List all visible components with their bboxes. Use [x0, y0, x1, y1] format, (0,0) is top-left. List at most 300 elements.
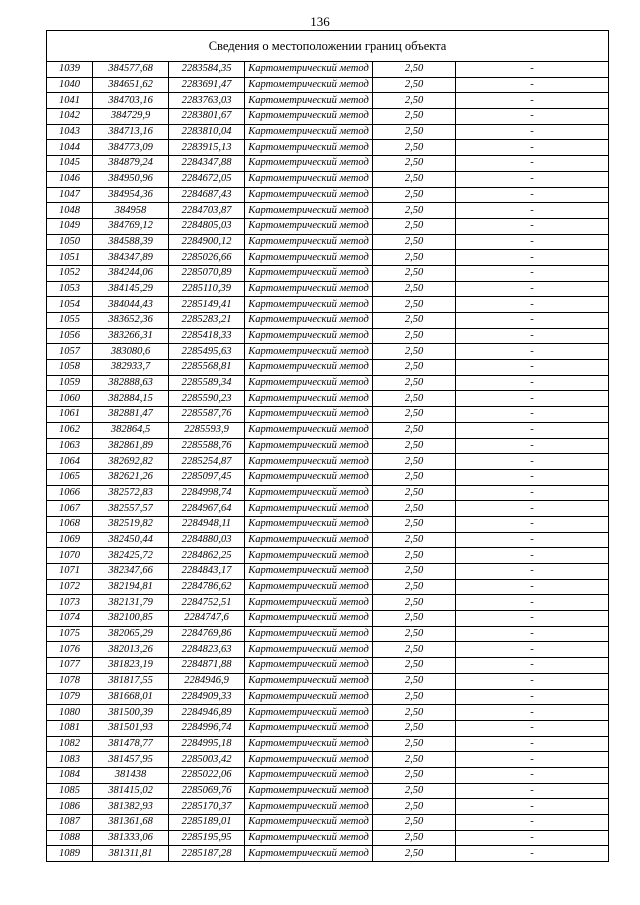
y-coordinate-cell: 2284880,03	[169, 532, 245, 548]
point-number-cell: 1079	[47, 689, 93, 705]
table-row	[47, 391, 609, 407]
accuracy-cell: 2,50	[373, 328, 456, 344]
method-cell: Картометрический метод	[245, 469, 373, 485]
y-coordinate-cell: 2285589,34	[169, 375, 245, 391]
table-row	[47, 564, 609, 580]
boundary-coordinates-table	[46, 30, 609, 862]
accuracy-cell: 2,50	[373, 579, 456, 595]
y-coordinate-cell: 2285588,76	[169, 438, 245, 454]
description-cell: -	[456, 250, 609, 266]
table-row	[47, 501, 609, 517]
x-coordinate-cell: 382013,26	[93, 642, 169, 658]
method-cell: Картометрический метод	[245, 218, 373, 234]
table-row	[47, 799, 609, 815]
accuracy-cell: 2,50	[373, 501, 456, 517]
y-coordinate-cell: 2285593,9	[169, 422, 245, 438]
table-row	[47, 124, 609, 140]
method-cell: Картометрический метод	[245, 626, 373, 642]
description-cell: -	[456, 360, 609, 376]
y-coordinate-cell: 2283763,03	[169, 93, 245, 109]
point-number-cell: 1065	[47, 469, 93, 485]
point-number-cell: 1041	[47, 93, 93, 109]
point-number-cell: 1077	[47, 658, 93, 674]
y-coordinate-cell: 2284805,03	[169, 218, 245, 234]
x-coordinate-cell: 384950,96	[93, 171, 169, 187]
point-number-cell: 1048	[47, 203, 93, 219]
x-coordinate-cell: 384954,36	[93, 187, 169, 203]
method-cell: Картометрический метод	[245, 77, 373, 93]
method-cell: Картометрический метод	[245, 62, 373, 78]
accuracy-cell: 2,50	[373, 62, 456, 78]
y-coordinate-cell: 2284909,33	[169, 689, 245, 705]
y-coordinate-cell: 2283691,47	[169, 77, 245, 93]
description-cell: -	[456, 689, 609, 705]
description-cell: -	[456, 815, 609, 831]
table-row	[47, 642, 609, 658]
method-cell: Картометрический метод	[245, 673, 373, 689]
y-coordinate-cell: 2285587,76	[169, 407, 245, 423]
accuracy-cell: 2,50	[373, 799, 456, 815]
x-coordinate-cell: 384044,43	[93, 297, 169, 313]
description-cell: -	[456, 187, 609, 203]
method-cell: Картометрический метод	[245, 548, 373, 564]
x-coordinate-cell: 382194,81	[93, 579, 169, 595]
table-row	[47, 705, 609, 721]
point-number-cell: 1045	[47, 156, 93, 172]
point-number-cell: 1051	[47, 250, 93, 266]
method-cell: Картометрический метод	[245, 689, 373, 705]
x-coordinate-cell: 381478,77	[93, 736, 169, 752]
description-cell: -	[456, 234, 609, 250]
x-coordinate-cell: 382864,5	[93, 422, 169, 438]
method-cell: Картометрический метод	[245, 846, 373, 862]
description-cell: -	[456, 297, 609, 313]
method-cell: Картометрический метод	[245, 109, 373, 125]
method-cell: Картометрический метод	[245, 140, 373, 156]
point-number-cell: 1064	[47, 454, 93, 470]
table-row	[47, 532, 609, 548]
description-cell: -	[456, 579, 609, 595]
x-coordinate-cell: 382557,57	[93, 501, 169, 517]
description-cell: -	[456, 736, 609, 752]
table-row	[47, 830, 609, 846]
x-coordinate-cell: 381415,02	[93, 783, 169, 799]
table-row	[47, 77, 609, 93]
description-cell: -	[456, 62, 609, 78]
x-coordinate-cell: 382621,26	[93, 469, 169, 485]
description-cell: -	[456, 109, 609, 125]
description-cell: -	[456, 611, 609, 627]
x-coordinate-cell: 381333,06	[93, 830, 169, 846]
table-row	[47, 595, 609, 611]
y-coordinate-cell: 2284843,17	[169, 564, 245, 580]
x-coordinate-cell: 381823,19	[93, 658, 169, 674]
method-cell: Картометрический метод	[245, 391, 373, 407]
method-cell: Картометрический метод	[245, 705, 373, 721]
description-cell: -	[456, 156, 609, 172]
x-coordinate-cell: 384958	[93, 203, 169, 219]
point-number-cell: 1082	[47, 736, 93, 752]
table-row	[47, 438, 609, 454]
point-number-cell: 1067	[47, 501, 93, 517]
method-cell: Картометрический метод	[245, 658, 373, 674]
description-cell: -	[456, 469, 609, 485]
y-coordinate-cell: 2284967,64	[169, 501, 245, 517]
accuracy-cell: 2,50	[373, 564, 456, 580]
point-number-cell: 1046	[47, 171, 93, 187]
method-cell: Картометрический метод	[245, 767, 373, 783]
table-row	[47, 846, 609, 862]
description-cell: -	[456, 328, 609, 344]
y-coordinate-cell: 2283810,04	[169, 124, 245, 140]
accuracy-cell: 2,50	[373, 375, 456, 391]
accuracy-cell: 2,50	[373, 532, 456, 548]
x-coordinate-cell: 381361,68	[93, 815, 169, 831]
method-cell: Картометрический метод	[245, 564, 373, 580]
method-cell: Картометрический метод	[245, 250, 373, 266]
table-row	[47, 328, 609, 344]
accuracy-cell: 2,50	[373, 360, 456, 376]
x-coordinate-cell: 381438	[93, 767, 169, 783]
accuracy-cell: 2,50	[373, 485, 456, 501]
x-coordinate-cell: 381668,01	[93, 689, 169, 705]
y-coordinate-cell: 2284900,12	[169, 234, 245, 250]
description-cell: -	[456, 454, 609, 470]
table-row	[47, 297, 609, 313]
accuracy-cell: 2,50	[373, 548, 456, 564]
table-row	[47, 689, 609, 705]
accuracy-cell: 2,50	[373, 516, 456, 532]
accuracy-cell: 2,50	[373, 297, 456, 313]
y-coordinate-cell: 2285568,81	[169, 360, 245, 376]
description-cell: -	[456, 799, 609, 815]
point-number-cell: 1066	[47, 485, 93, 501]
table-row	[47, 187, 609, 203]
description-cell: -	[456, 626, 609, 642]
point-number-cell: 1062	[47, 422, 93, 438]
y-coordinate-cell: 2285495,63	[169, 344, 245, 360]
description-cell: -	[456, 344, 609, 360]
accuracy-cell: 2,50	[373, 313, 456, 329]
accuracy-cell: 2,50	[373, 783, 456, 799]
description-cell: -	[456, 438, 609, 454]
point-number-cell: 1081	[47, 720, 93, 736]
description-cell: -	[456, 203, 609, 219]
description-cell: -	[456, 705, 609, 721]
table-row	[47, 140, 609, 156]
x-coordinate-cell: 382347,66	[93, 564, 169, 580]
method-cell: Картометрический метод	[245, 611, 373, 627]
point-number-cell: 1083	[47, 752, 93, 768]
x-coordinate-cell: 382933,7	[93, 360, 169, 376]
method-cell: Картометрический метод	[245, 281, 373, 297]
accuracy-cell: 2,50	[373, 250, 456, 266]
table-row	[47, 469, 609, 485]
description-cell: -	[456, 830, 609, 846]
y-coordinate-cell: 2284672,05	[169, 171, 245, 187]
method-cell: Картометрический метод	[245, 124, 373, 140]
x-coordinate-cell: 384769,12	[93, 218, 169, 234]
x-coordinate-cell: 382100,85	[93, 611, 169, 627]
method-cell: Картометрический метод	[245, 328, 373, 344]
x-coordinate-cell: 384588,39	[93, 234, 169, 250]
point-number-cell: 1084	[47, 767, 93, 783]
x-coordinate-cell: 384773,09	[93, 140, 169, 156]
description-cell: -	[456, 564, 609, 580]
point-number-cell: 1088	[47, 830, 93, 846]
point-number-cell: 1069	[47, 532, 93, 548]
accuracy-cell: 2,50	[373, 595, 456, 611]
point-number-cell: 1047	[47, 187, 93, 203]
description-cell: -	[456, 501, 609, 517]
accuracy-cell: 2,50	[373, 705, 456, 721]
x-coordinate-cell: 383080,6	[93, 344, 169, 360]
y-coordinate-cell: 2283584,35	[169, 62, 245, 78]
description-cell: -	[456, 767, 609, 783]
description-cell: -	[456, 532, 609, 548]
accuracy-cell: 2,50	[373, 438, 456, 454]
description-cell: -	[456, 595, 609, 611]
y-coordinate-cell: 2285026,66	[169, 250, 245, 266]
method-cell: Картометрический метод	[245, 595, 373, 611]
table-row	[47, 62, 609, 78]
point-number-cell: 1044	[47, 140, 93, 156]
accuracy-cell: 2,50	[373, 156, 456, 172]
point-number-cell: 1070	[47, 548, 93, 564]
table-title-row	[47, 31, 609, 62]
point-number-cell: 1085	[47, 783, 93, 799]
x-coordinate-cell: 383652,36	[93, 313, 169, 329]
table-row	[47, 171, 609, 187]
accuracy-cell: 2,50	[373, 218, 456, 234]
table-row	[47, 783, 609, 799]
point-number-cell: 1087	[47, 815, 93, 831]
accuracy-cell: 2,50	[373, 124, 456, 140]
table-row	[47, 422, 609, 438]
table-row	[47, 407, 609, 423]
description-cell: -	[456, 124, 609, 140]
table-row	[47, 234, 609, 250]
point-number-cell: 1061	[47, 407, 93, 423]
point-number-cell: 1063	[47, 438, 93, 454]
x-coordinate-cell: 382065,29	[93, 626, 169, 642]
accuracy-cell: 2,50	[373, 203, 456, 219]
y-coordinate-cell: 2284996,74	[169, 720, 245, 736]
description-cell: -	[456, 391, 609, 407]
y-coordinate-cell: 2284946,9	[169, 673, 245, 689]
x-coordinate-cell: 384347,89	[93, 250, 169, 266]
description-cell: -	[456, 422, 609, 438]
table-row	[47, 736, 609, 752]
y-coordinate-cell: 2284871,88	[169, 658, 245, 674]
table-row	[47, 203, 609, 219]
page-number: 136	[310, 14, 330, 29]
table-row	[47, 344, 609, 360]
y-coordinate-cell: 2285070,89	[169, 265, 245, 281]
point-number-cell: 1049	[47, 218, 93, 234]
y-coordinate-cell: 2285069,76	[169, 783, 245, 799]
description-cell: -	[456, 407, 609, 423]
accuracy-cell: 2,50	[373, 391, 456, 407]
y-coordinate-cell: 2285097,45	[169, 469, 245, 485]
x-coordinate-cell: 381382,93	[93, 799, 169, 815]
method-cell: Картометрический метод	[245, 815, 373, 831]
x-coordinate-cell: 384729,9	[93, 109, 169, 125]
method-cell: Картометрический метод	[245, 93, 373, 109]
x-coordinate-cell: 381311,81	[93, 846, 169, 862]
table-row	[47, 375, 609, 391]
x-coordinate-cell: 384879,24	[93, 156, 169, 172]
point-number-cell: 1080	[47, 705, 93, 721]
table-row	[47, 815, 609, 831]
x-coordinate-cell: 381501,93	[93, 720, 169, 736]
description-cell: -	[456, 658, 609, 674]
description-cell: -	[456, 171, 609, 187]
y-coordinate-cell: 2285149,41	[169, 297, 245, 313]
table-body	[47, 62, 609, 862]
x-coordinate-cell: 382450,44	[93, 532, 169, 548]
description-cell: -	[456, 265, 609, 281]
accuracy-cell: 2,50	[373, 767, 456, 783]
x-coordinate-cell: 384651,62	[93, 77, 169, 93]
method-cell: Картометрический метод	[245, 579, 373, 595]
table-row	[47, 752, 609, 768]
description-cell: -	[456, 673, 609, 689]
x-coordinate-cell: 382861,89	[93, 438, 169, 454]
y-coordinate-cell: 2284862,25	[169, 548, 245, 564]
point-number-cell: 1059	[47, 375, 93, 391]
y-coordinate-cell: 2285195,95	[169, 830, 245, 846]
x-coordinate-cell: 381457,95	[93, 752, 169, 768]
description-cell: -	[456, 642, 609, 658]
point-number-cell: 1076	[47, 642, 93, 658]
table-row	[47, 720, 609, 736]
method-cell: Картометрический метод	[245, 360, 373, 376]
y-coordinate-cell: 2285189,01	[169, 815, 245, 831]
table-row	[47, 611, 609, 627]
y-coordinate-cell: 2285003,42	[169, 752, 245, 768]
x-coordinate-cell: 383266,31	[93, 328, 169, 344]
method-cell: Картометрический метод	[245, 407, 373, 423]
y-coordinate-cell: 2284752,51	[169, 595, 245, 611]
point-number-cell: 1043	[47, 124, 93, 140]
accuracy-cell: 2,50	[373, 140, 456, 156]
x-coordinate-cell: 382884,15	[93, 391, 169, 407]
method-cell: Картометрический метод	[245, 736, 373, 752]
description-cell: -	[456, 313, 609, 329]
method-cell: Картометрический метод	[245, 344, 373, 360]
accuracy-cell: 2,50	[373, 689, 456, 705]
description-cell: -	[456, 548, 609, 564]
x-coordinate-cell: 384703,16	[93, 93, 169, 109]
accuracy-cell: 2,50	[373, 469, 456, 485]
description-cell: -	[456, 485, 609, 501]
accuracy-cell: 2,50	[373, 642, 456, 658]
point-number-cell: 1089	[47, 846, 93, 862]
y-coordinate-cell: 2284687,43	[169, 187, 245, 203]
description-cell: -	[456, 281, 609, 297]
point-number-cell: 1056	[47, 328, 93, 344]
table-row	[47, 250, 609, 266]
description-cell: -	[456, 783, 609, 799]
point-number-cell: 1057	[47, 344, 93, 360]
y-coordinate-cell: 2284769,86	[169, 626, 245, 642]
method-cell: Картометрический метод	[245, 375, 373, 391]
point-number-cell: 1078	[47, 673, 93, 689]
point-number-cell: 1075	[47, 626, 93, 642]
point-number-cell: 1055	[47, 313, 93, 329]
accuracy-cell: 2,50	[373, 815, 456, 831]
method-cell: Картометрический метод	[245, 485, 373, 501]
table-row	[47, 109, 609, 125]
point-number-cell: 1040	[47, 77, 93, 93]
method-cell: Картометрический метод	[245, 187, 373, 203]
point-number-cell: 1042	[47, 109, 93, 125]
x-coordinate-cell: 382519,82	[93, 516, 169, 532]
point-number-cell: 1072	[47, 579, 93, 595]
description-cell: -	[456, 375, 609, 391]
x-coordinate-cell: 384713,16	[93, 124, 169, 140]
method-cell: Картометрический метод	[245, 171, 373, 187]
accuracy-cell: 2,50	[373, 344, 456, 360]
y-coordinate-cell: 2284998,74	[169, 485, 245, 501]
method-cell: Картометрический метод	[245, 438, 373, 454]
y-coordinate-cell: 2285187,28	[169, 846, 245, 862]
accuracy-cell: 2,50	[373, 846, 456, 862]
method-cell: Картометрический метод	[245, 203, 373, 219]
accuracy-cell: 2,50	[373, 673, 456, 689]
accuracy-cell: 2,50	[373, 187, 456, 203]
y-coordinate-cell: 2285590,23	[169, 391, 245, 407]
y-coordinate-cell: 2284995,18	[169, 736, 245, 752]
point-number-cell: 1060	[47, 391, 93, 407]
accuracy-cell: 2,50	[373, 77, 456, 93]
accuracy-cell: 2,50	[373, 234, 456, 250]
accuracy-cell: 2,50	[373, 658, 456, 674]
description-cell: -	[456, 516, 609, 532]
y-coordinate-cell: 2285418,33	[169, 328, 245, 344]
y-coordinate-cell: 2285283,21	[169, 313, 245, 329]
description-cell: -	[456, 77, 609, 93]
description-cell: -	[456, 93, 609, 109]
point-number-cell: 1073	[47, 595, 93, 611]
accuracy-cell: 2,50	[373, 109, 456, 125]
x-coordinate-cell: 382692,82	[93, 454, 169, 470]
x-coordinate-cell: 384244,06	[93, 265, 169, 281]
x-coordinate-cell: 382572,83	[93, 485, 169, 501]
accuracy-cell: 2,50	[373, 265, 456, 281]
y-coordinate-cell: 2283801,67	[169, 109, 245, 125]
accuracy-cell: 2,50	[373, 281, 456, 297]
point-number-cell: 1053	[47, 281, 93, 297]
accuracy-cell: 2,50	[373, 93, 456, 109]
accuracy-cell: 2,50	[373, 171, 456, 187]
description-cell: -	[456, 752, 609, 768]
y-coordinate-cell: 2284948,11	[169, 516, 245, 532]
point-number-cell: 1058	[47, 360, 93, 376]
table-row	[47, 673, 609, 689]
accuracy-cell: 2,50	[373, 626, 456, 642]
method-cell: Картометрический метод	[245, 830, 373, 846]
table-row	[47, 767, 609, 783]
method-cell: Картометрический метод	[245, 642, 373, 658]
accuracy-cell: 2,50	[373, 752, 456, 768]
table-row	[47, 626, 609, 642]
method-cell: Картометрический метод	[245, 501, 373, 517]
table-row	[47, 548, 609, 564]
table-row	[47, 360, 609, 376]
y-coordinate-cell: 2285170,37	[169, 799, 245, 815]
